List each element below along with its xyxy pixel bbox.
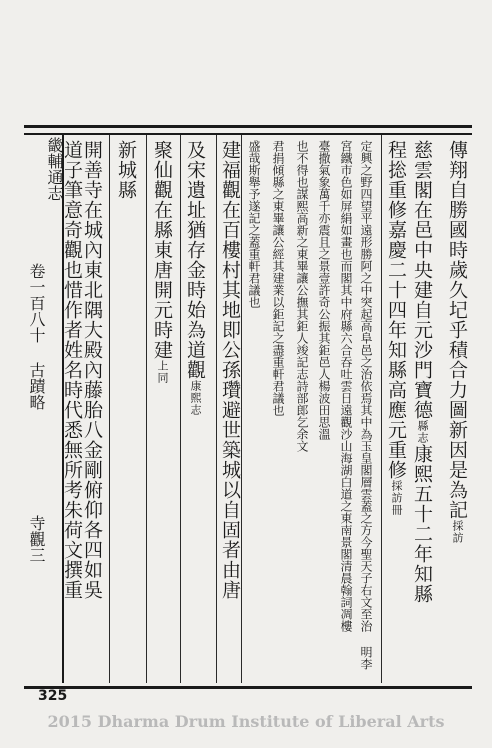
section-label: 寺觀三 <box>27 515 46 563</box>
page-number: 325 <box>38 688 68 704</box>
text-column-8: 道子筆意奇觀也惜作者姓名時代悉無所考朱荷文撰重 <box>61 140 83 600</box>
margin-column <box>24 135 64 683</box>
column-rule <box>216 135 217 683</box>
text-column-3: 程捴重修嘉慶二十四年知縣高應元重修採訪冊 <box>385 140 407 516</box>
text-column-2: 慈雲閣在邑中央建自元沙門寶德縣志康熙五十二年知縣 <box>411 140 433 604</box>
book-title: 畿輔通志 <box>45 137 64 201</box>
text-column-6: 聚仙觀在縣東唐開元時建上同 <box>151 140 173 384</box>
text-column-1: 傳翔自勝國時歲久圮乎積合力圖新因是為記採訪 <box>446 140 468 544</box>
small-text-column-1: 定興之野四望平遠形勝阿之中突起高阜邑之治依焉其中為玉皇閣層雲蓋之方今聖天子右文至治 明李 <box>359 140 373 670</box>
small-text-column-6: 盛哉斯舉予遂記之蓋重軒君議也 <box>247 140 261 308</box>
column-rule <box>109 135 110 683</box>
text-column-7: 開善寺在城內東北隅大殿內藤胎八金剛俯仰各四如吳 <box>81 140 103 600</box>
small-text-column-4: 也不得也謀熙高新之東畢讓公撫其鉅人竣記志詩部郎乞余文 <box>295 140 309 452</box>
column-rule <box>241 135 242 683</box>
text-column-5: 及宋遺址猶存金時始為道觀康熙志 <box>184 140 206 416</box>
header-rule <box>24 133 472 135</box>
watermark: 2015 Dharma Drum Institute of Liberal Arts <box>47 712 445 731</box>
column-rule <box>381 135 382 683</box>
county-heading: 新城縣 <box>115 140 137 200</box>
small-text-column-5: 君捐傾縣之東畢讓公經其建業以鉅記之盡重軒君議也 <box>271 140 285 416</box>
small-text-column-2: 宮鐵市色如屏絹如畫也而閣其中府縣六合吞吐雲日遠觀沙山海湖白道之東南景閣清晨翰詞凋樓 <box>339 140 353 632</box>
volume-label: 卷一百八十 古蹟略 <box>27 263 46 410</box>
column-rule <box>146 135 147 683</box>
text-column-4: 建福觀在百樓村其地即公孫瓚避世築城以自固者由唐 <box>219 140 241 600</box>
small-text-column-3: 臺撒氣象萬千亦震且之景壹許奇公振其鉅邑人楊波田思溫 <box>317 140 331 440</box>
column-rule <box>180 135 181 683</box>
